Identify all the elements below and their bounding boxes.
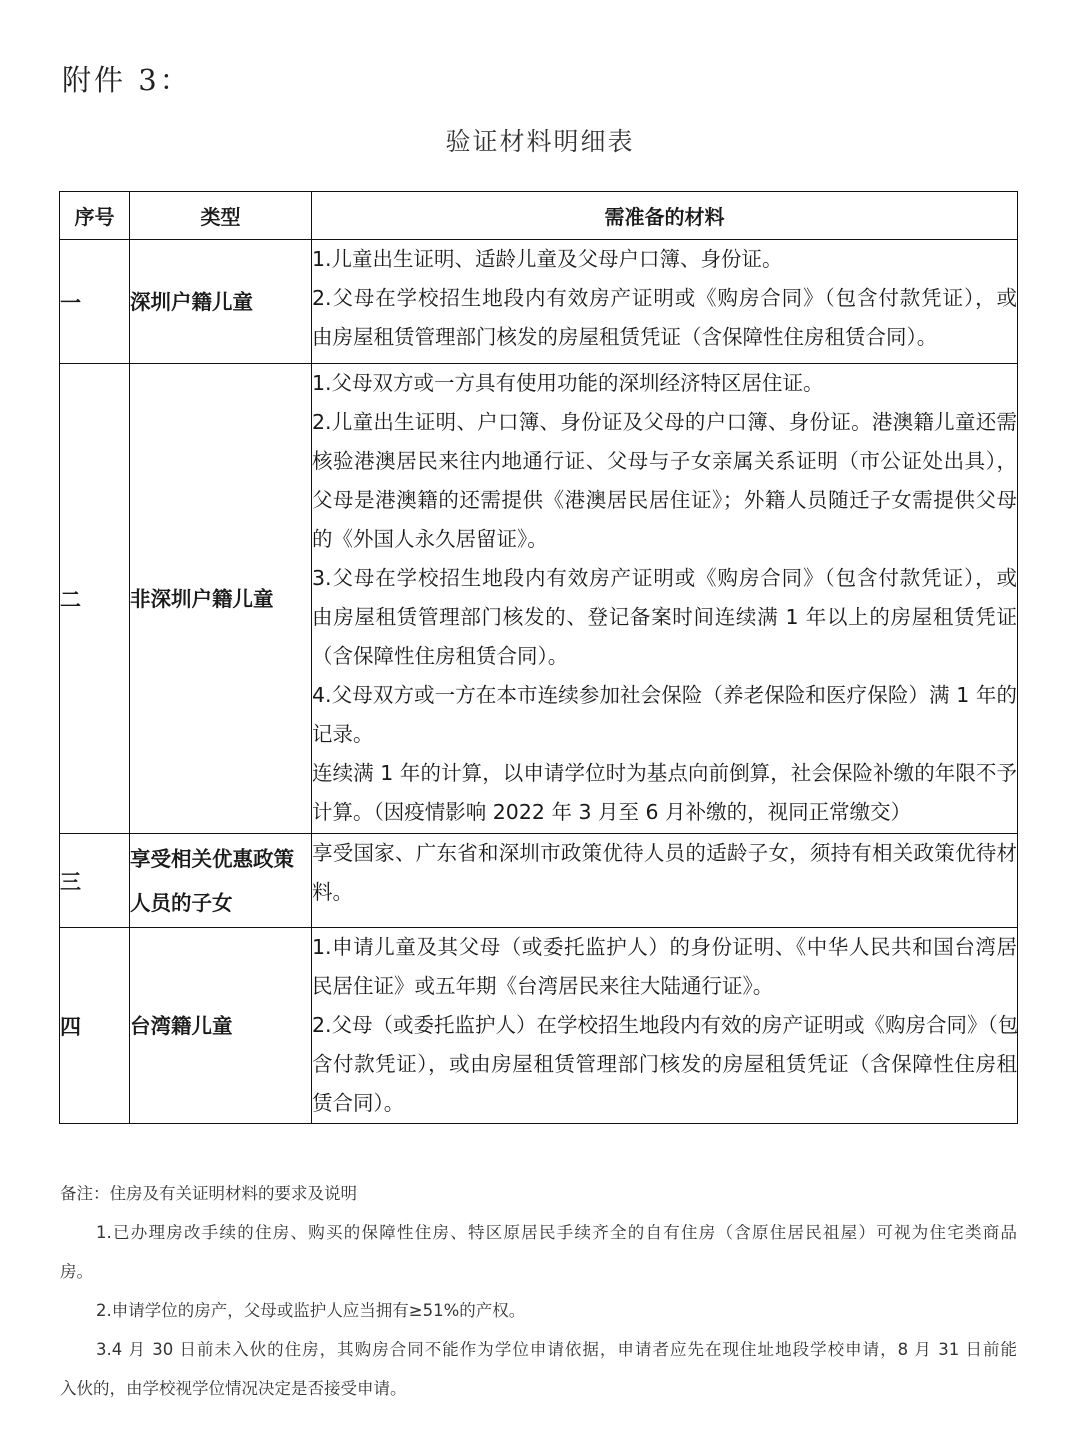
attachment-label: 附件 3： — [62, 63, 192, 97]
note-line: 房。 — [60, 1262, 93, 1281]
row-materials: 1.申请儿童及其父母（或委托监护人）的身份证明、《中华人民共和国台湾居 民居住证》或五年期《台湾居民来往大陆通行证》。 2.父母（或委托监护人）在学校招生地段内有效的房产证明或《购房合同》（包 含付款凭证），或由房屋租赁管理部门核发的房屋租赁凭证（含保障性住房租 赁合同）。 — [312, 928, 1018, 1124]
note-line: 1.已办理房改手续的住房、购买的保障性住房、特区原居民手续齐全的自有住房（含原住居民祖屋）可视为住宅类商品 — [96, 1223, 1017, 1242]
column-header-materials: 需准备的材料 — [312, 192, 1018, 240]
row-number: 三 — [60, 834, 130, 928]
notes-section — [60, 1174, 1017, 1408]
materials-table — [59, 191, 1018, 1124]
row-number: 一 — [60, 240, 130, 364]
row-materials: 享受国家、广东省和深圳市政策优待人员的适龄子女，须持有相关政策优待材 料。 — [312, 834, 1018, 928]
row-type: 享受相关优惠政策 人员的子女 — [130, 834, 312, 928]
row-number: 二 — [60, 364, 130, 834]
notes-title: 备注：住房及有关证明材料的要求及说明 — [60, 1184, 357, 1203]
table-header-row — [60, 192, 1018, 240]
row-number: 四 — [60, 928, 130, 1124]
row-type: 非深圳户籍儿童 — [130, 364, 312, 834]
row-materials: 1.父母双方或一方具有使用功能的深圳经济特区居住证。 2.儿童出生证明、户口簿、身份证及父母的户口簿、身份证。港澳籍儿童还需 核验港澳居民来往内地通行证、父母与子女亲属关系证明（市公证处出具）， 父母是港澳籍的还需提供《港澳居民居住证》；外籍人员随迁子女需提供父母 的《外国人永久居留证》。 3.父母在学校招生地段内有效房产证明或《购房合同》（包含付款凭证），或 由房屋租赁管理部门核发的、登记备案时间连续满 1 年以上的房屋租赁凭证 （含保障性住房租赁合同）。 4.父母双方或一方在本市连续参加社会保险（养老保险和医疗保险）满 1 年的 记录。 连续满 1 年的计算，以申请学位时为基点向前倒算，社会保险补缴的年限不予 计算。（因疫情影响 2022 年 3 月至 6 月补缴的，视同正常缴交） — [312, 364, 1018, 834]
column-header-no: 序号 — [60, 192, 130, 240]
note-line: 入伙的，由学校视学位情况决定是否接受申请。 — [60, 1379, 407, 1398]
table-row — [60, 928, 1018, 1124]
note-line: 3.4 月 30 日前未入伙的住房，其购房合同不能作为学位申请依据，申请者应先在现住址地段学校申请，8 月 31 日前能 — [96, 1340, 1017, 1359]
table-row — [60, 240, 1018, 364]
table-row — [60, 364, 1018, 834]
column-header-type: 类型 — [130, 192, 312, 240]
row-type: 台湾籍儿童 — [130, 928, 312, 1124]
table-row — [60, 834, 1018, 928]
page-title: 验证材料明细表 — [445, 127, 635, 156]
row-type: 深圳户籍儿童 — [130, 240, 312, 364]
note-line: 2.申请学位的房产，父母或监护人应当拥有≥51%的产权。 — [96, 1301, 526, 1320]
row-materials: 1.儿童出生证明、适龄儿童及父母户口簿、身份证。 2.父母在学校招生地段内有效房产证明或《购房合同》（包含付款凭证），或 由房屋租赁管理部门核发的房屋租赁凭证（含保障性住房租赁合同）。 — [312, 240, 1018, 364]
